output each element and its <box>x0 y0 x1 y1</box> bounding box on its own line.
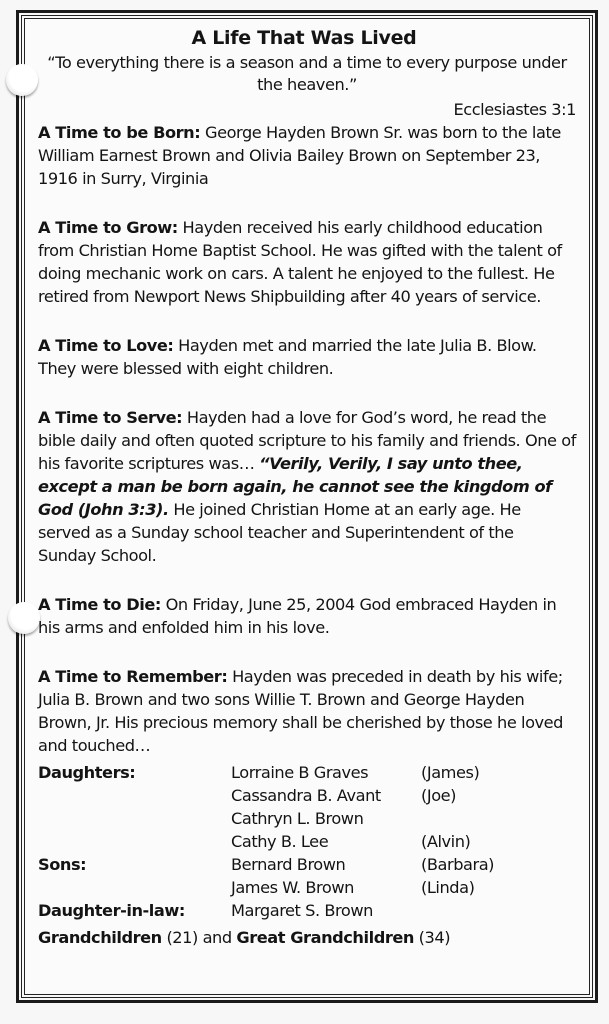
family-row <box>38 899 576 922</box>
grandchildren-count: (21) and <box>161 928 237 947</box>
section-remember <box>38 665 576 757</box>
section-text: Hayden met and married the late Julia B. Blow. They were blessed with eight children. <box>38 336 537 378</box>
family-name: Lorraine B Graves <box>231 763 369 782</box>
family-row <box>38 761 576 784</box>
great-grandchildren-label: Great Grandchildren <box>236 928 414 947</box>
section-grow <box>38 216 576 308</box>
relation-label <box>38 784 231 807</box>
scripture-reference: Ecclesiastes 3:1 <box>453 100 576 119</box>
section-label: A Time to Grow: <box>38 218 178 237</box>
scripture-verse: “Verily, Verily, I say unto thee, except a man be born again, he cannot see the kingdom of God (John 3:3). <box>38 454 552 519</box>
family-row <box>38 784 576 807</box>
section-label: A Time to Die: <box>38 595 161 614</box>
family-row <box>38 830 576 853</box>
relation-label <box>38 830 231 853</box>
spouse-name: (Barbara) <box>421 855 495 874</box>
grandchildren-label: Grandchildren <box>38 928 162 947</box>
family-name: Cassandra B. Avant <box>231 786 381 805</box>
family-row <box>38 853 576 876</box>
family-name: Cathy B. Lee <box>231 832 329 851</box>
spouse-name: (Alvin) <box>421 832 471 851</box>
relation-label: Sons: <box>38 855 87 874</box>
spouse-name: (Linda) <box>421 878 475 897</box>
family-row <box>38 876 576 899</box>
grandchildren-line <box>38 926 576 949</box>
family-name: James W. Brown <box>231 878 354 897</box>
section-label: A Time to Love: <box>38 336 174 355</box>
section-text: Hayden received his early childhood education from Christian Home Baptist School. He was gifted with the talent of doing mechanic work on cars. A talent he enjoyed to the fullest. He retired from Newport News Shipbuilding after 40 years of service. <box>38 218 562 306</box>
section-text: Hayden had a love for God’s word, he read the bible daily and often quoted scripture to his family and friends. One of his favorite scriptures was… <box>38 408 576 473</box>
spouse-name: (James) <box>421 763 480 782</box>
punch-hole-middle <box>8 602 40 634</box>
family-name: Cathryn L. Brown <box>231 809 364 828</box>
section-label: A Time to Serve: <box>38 408 183 427</box>
section-love <box>38 334 576 380</box>
family-row <box>38 807 576 830</box>
obituary-content <box>38 26 576 949</box>
section-label: A Time to be Born: <box>38 123 201 142</box>
section-label: A Time to Remember: <box>38 667 228 686</box>
section-born <box>38 121 576 190</box>
section-text: George Hayden Brown Sr. was born to the late William Earnest Brown and Olivia Bailey Brown on September 23, 1916 in Surry, Virginia <box>38 123 561 188</box>
section-text: On Friday, June 25, 2004 God embraced Hayden in his arms and enfolded him in his love. <box>38 595 557 637</box>
great-grandchildren-count: (34) <box>413 928 451 947</box>
relation-label: Daughters: <box>38 763 136 782</box>
family-list <box>38 761 576 922</box>
relation-label <box>38 807 231 830</box>
section-text: Hayden was preceded in death by his wife; Julia B. Brown and two sons Willie T. Brown and George Hayden Brown, Jr. His precious memory shall be cherished by those he loved and touched… <box>38 667 563 755</box>
section-serve <box>38 406 576 567</box>
family-name: Bernard Brown <box>231 855 346 874</box>
page-title: A Life That Was Lived <box>191 27 417 49</box>
spouse-name: (Joe) <box>421 786 457 805</box>
punch-hole-top <box>6 64 38 96</box>
scripture-quote: “To everything there is a season and a time to every purpose under the heaven.” <box>47 53 567 94</box>
section-die <box>38 593 576 639</box>
relation-label: Daughter-in-law: <box>38 901 185 920</box>
family-name: Margaret S. Brown <box>231 901 373 920</box>
relation-label <box>38 876 231 899</box>
section-text: He joined Christian Home at an early age. He served as a Sunday school teacher and Superintendent of the Sunday School. <box>38 500 521 565</box>
